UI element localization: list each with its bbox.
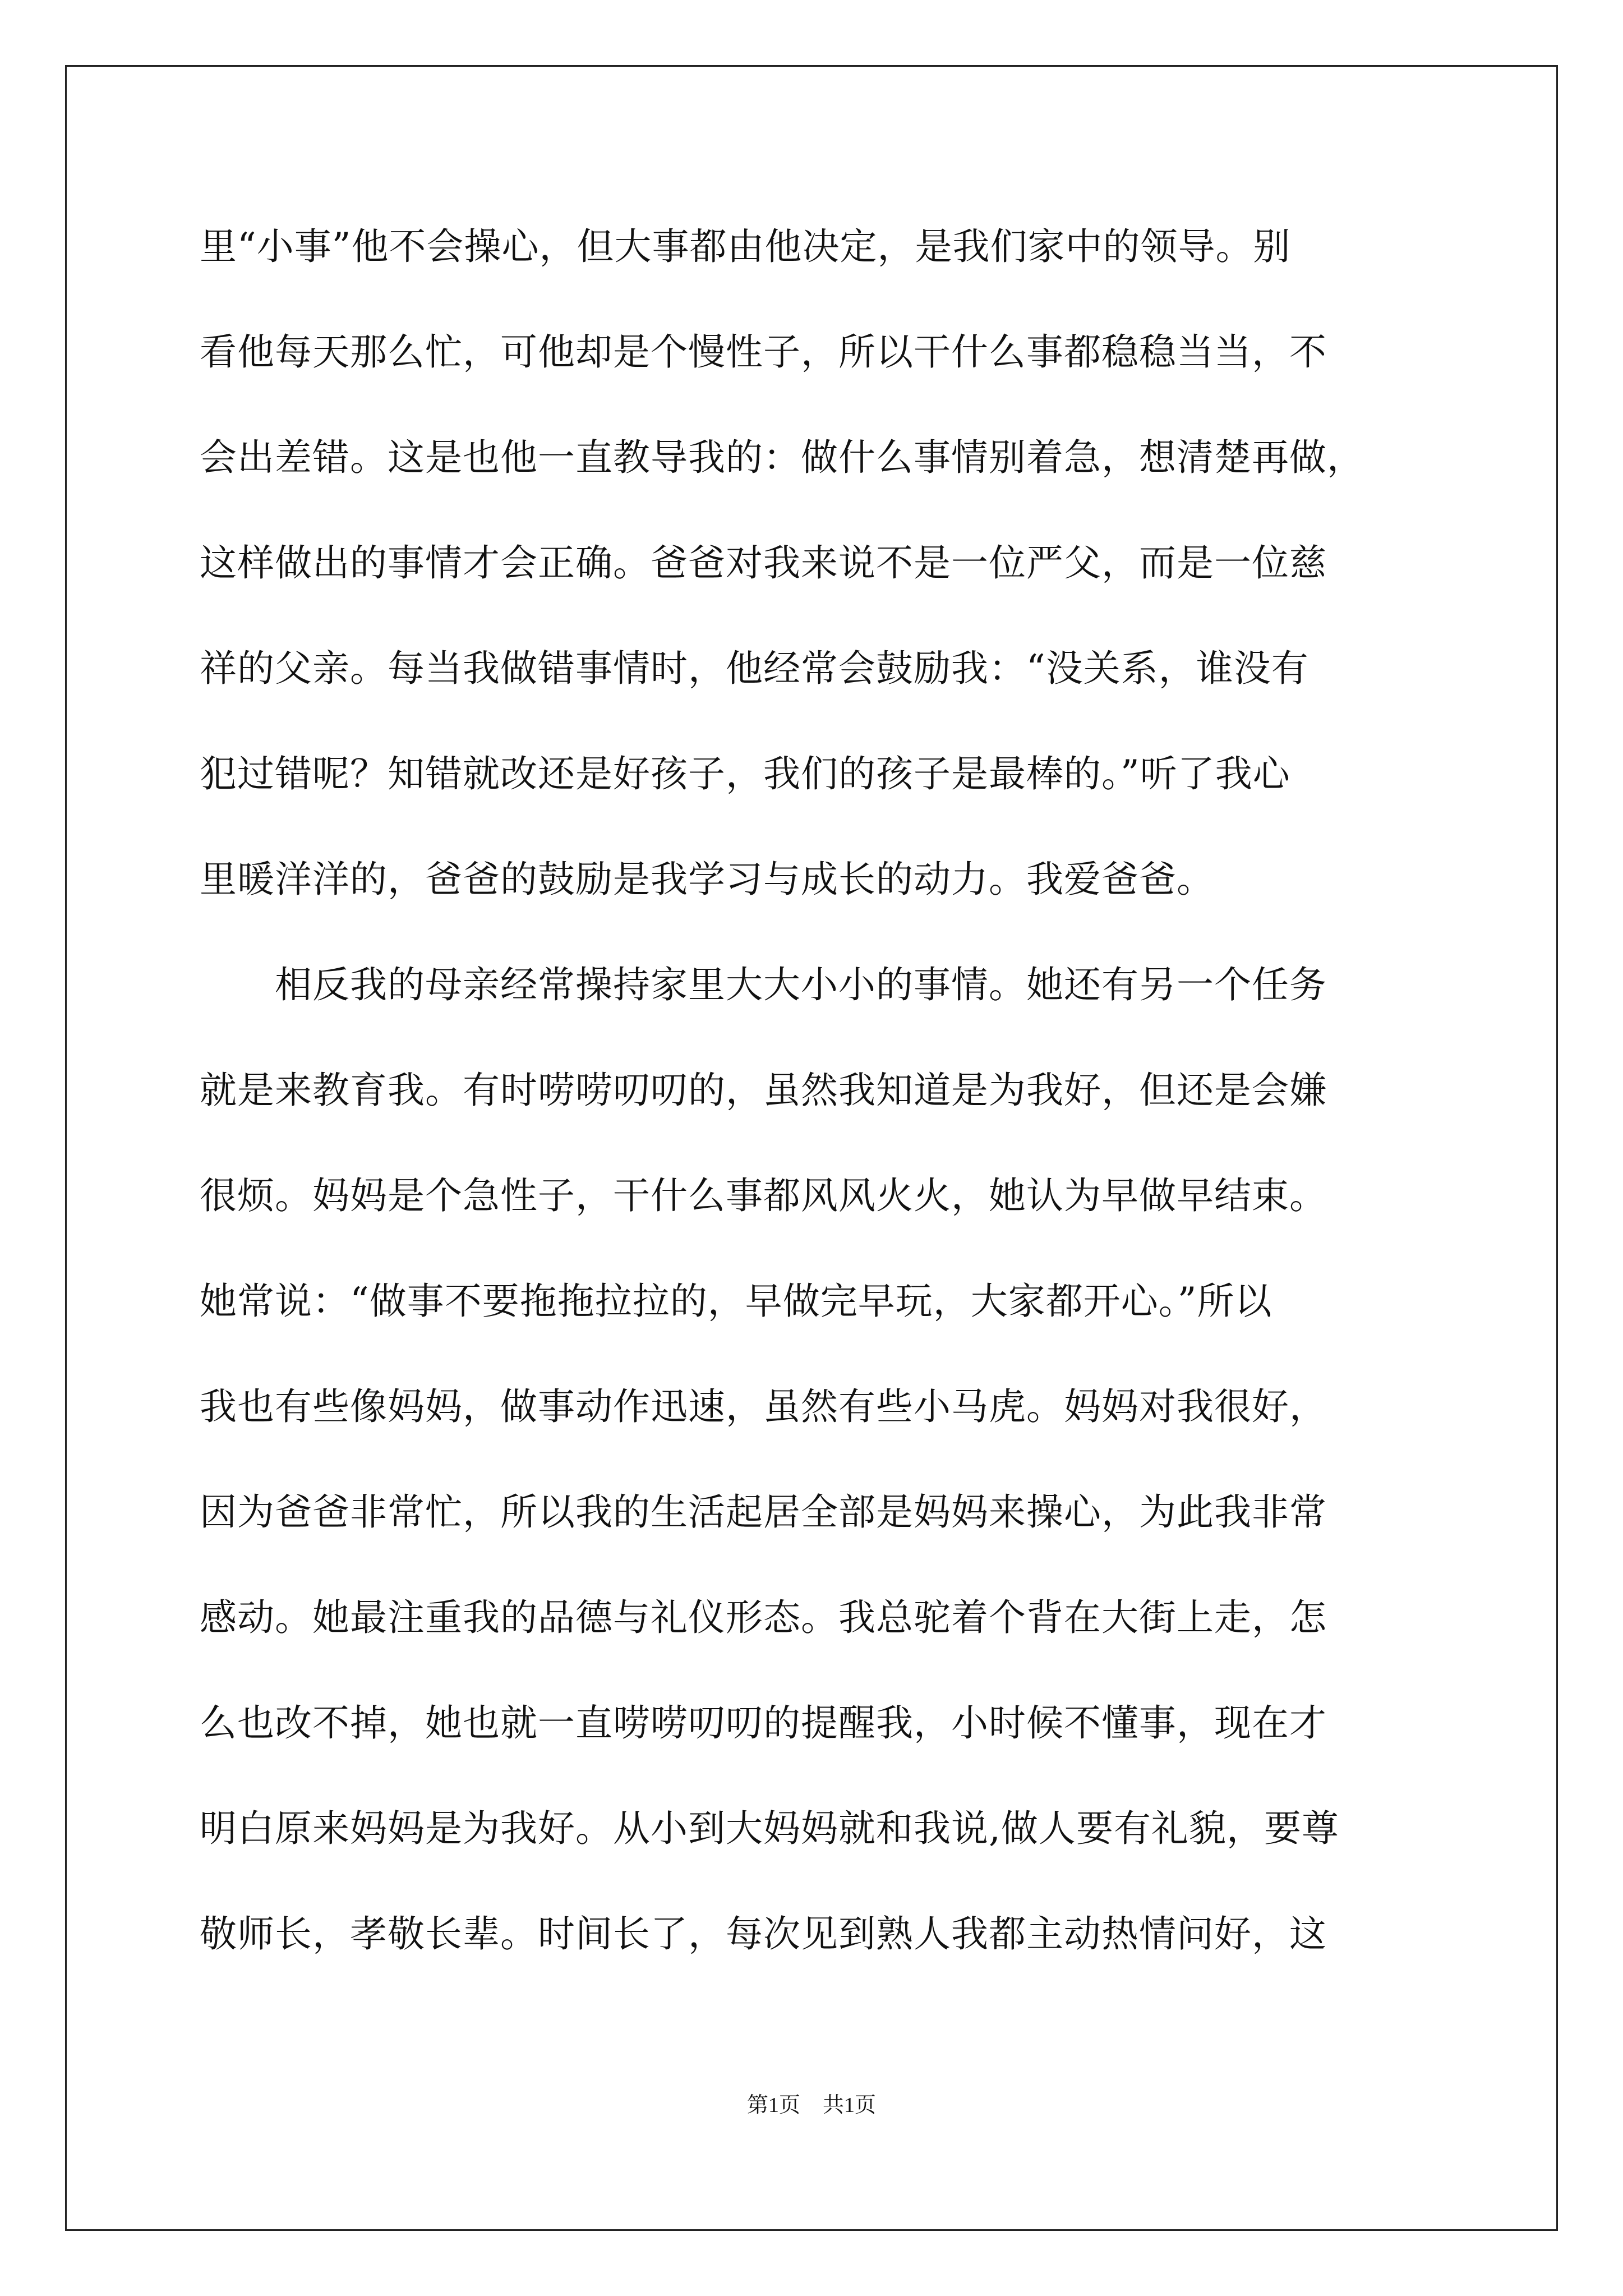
- text-line: 会出差错。这是也他一直教导我的：做什么事情别着急，想清楚再做，: [200, 436, 1364, 479]
- page-count: 共1页: [823, 2093, 877, 2117]
- text-line: 祥的父亲。每当我做错事情时，他经常会鼓励我：“没关系，谁没有: [200, 647, 1309, 690]
- text-line: 里“小事”他不会操心，但大事都由他决定，是我们家中的领导。别: [200, 225, 1291, 268]
- text-line: 看他每天那么忙，可他却是个慢性子，所以干什么事都稳稳当当，不: [200, 330, 1327, 374]
- text-line: 敬师长，孝敬长辈。时间长了，每次见到熟人我都主动热情问好，这: [200, 1912, 1327, 1955]
- text-line: 就是来教育我。有时唠唠叨叨的，虽然我知道是为我好，但还是会嫌: [200, 1069, 1327, 1112]
- text-line: 因为爸爸非常忙，所以我的生活起居全部是妈妈来操心，为此我非常: [200, 1490, 1327, 1534]
- text-line: 明白原来妈妈是为我好。从小到大妈妈就和我说,做人要有礼貌，要尊: [200, 1807, 1339, 1850]
- document-body: [200, 213, 1428, 2006]
- text-line: 里暖洋洋的，爸爸的鼓励是我学习与成长的动力。我爱爸爸。: [200, 858, 1214, 901]
- text-line: 相反我的母亲经常操持家里大大小小的事情。她还有另一个任务: [200, 963, 1327, 1006]
- page-number: 第1页: [746, 2093, 800, 2117]
- text-line: 她常说：“做事不要拖拖拉拉的，早做完早玩，大家都开心。”所以: [200, 1280, 1272, 1323]
- text-line: 么也改不掉，她也就一直唠唠叨叨的提醒我，小时候不懂事，现在才: [200, 1701, 1327, 1745]
- text-line: 犯过错呢？知错就改还是好孩子，我们的孩子是最棒的。”听了我心: [200, 752, 1290, 795]
- text-line: 我也有些像妈妈，做事动作迅速，虽然有些小马虎。妈妈对我很好，: [200, 1385, 1327, 1428]
- text-line: 感动。她最注重我的品德与礼仪形态。我总驼着个背在大街上走，怎: [200, 1596, 1327, 1639]
- text-line: 很烦。妈妈是个急性子，干什么事都风风火火，她认为早做早结束。: [200, 1174, 1327, 1217]
- text-line: 这样做出的事情才会正确。爸爸对我来说不是一位严父，而是一位慈: [200, 541, 1327, 585]
- page-footer: [0, 2091, 1623, 2119]
